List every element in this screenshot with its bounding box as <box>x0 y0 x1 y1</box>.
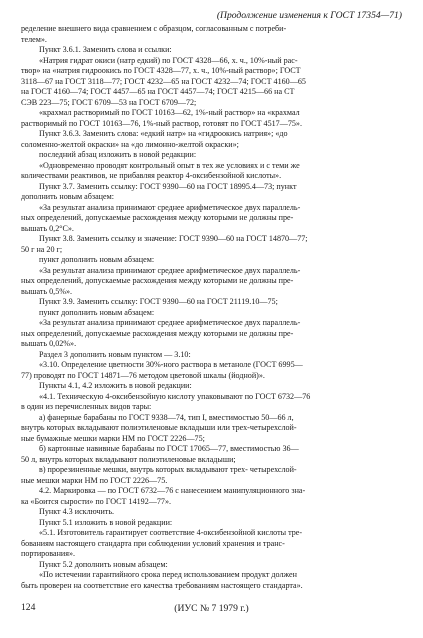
text-line: ределение внешнего вида сравнением с образцом, согласованным с потреби- <box>21 24 287 33</box>
text-line: «5.1. Изготовитель гарантирует соответствие 4-оксибензойной кислоты тре- <box>39 528 303 537</box>
text-line: ка «Боится сырости» по ГОСТ 14192—77». <box>21 496 172 506</box>
text-line: вышать 0,2°C». <box>21 223 74 233</box>
text-line: телем». <box>21 34 47 44</box>
text-line: Пункт 4.3 исключить. <box>39 507 115 516</box>
text-line: растворимый по ГОСТ 10163—76, 1%-ный раствор, готовят по ГОСТ 4517—75». <box>21 118 302 128</box>
text-line: дополнить новым абзацем: <box>21 192 114 201</box>
text-line: вышать 0,5%». <box>21 286 73 296</box>
page-number: 124 <box>21 602 36 613</box>
text-line: бованиям настоящего стандарта при соблюдении условий хранения и транс- <box>21 538 285 548</box>
text-line: соломенно-желтой окраски» на «до лимонно-желтой окраски»; <box>21 139 239 149</box>
text-line: Пункт 3.8. Заменить ссылку и значение: ГОСТ 9390—60 на ГОСТ 14870—77; <box>39 234 308 243</box>
text-line: портирования». <box>21 549 76 558</box>
text-line: последний абзац изложить в новой редакции: <box>39 150 197 159</box>
text-line: Пункт 3.6.3. Заменить слова: «едкий натр» на «гидроокись натрия»; «до <box>39 129 288 138</box>
text-line: Пункт 5.1 изложить в новой редакции: <box>39 517 173 527</box>
text-line: Пункт 3.6.1. Заменить слова и ссылки: <box>39 45 172 54</box>
text-line: «4.1. Техническую 4-оксибензойную кислоту упаковывают по ГОСТ 6732—76 <box>39 391 311 401</box>
text-line: Пункт 5.2 дополнить новым абзацем: <box>39 559 168 569</box>
text-line: в один из перечисленных видов тары: <box>21 402 152 411</box>
text-line: «За результат анализа принимают среднее арифметическое двух параллель- <box>39 318 301 327</box>
text-line: ные бумажные мешки марки НМ по ГОСТ 2226—75; <box>21 433 205 443</box>
text-line: 3118—67 на ГОСТ 3118—77; ГОСТ 4232—65 на ГОСТ 4232—74; ГОСТ 4160—65 <box>21 76 306 86</box>
text-line: вышать 0,02%». <box>21 339 77 348</box>
text-line: «За результат анализа принимают среднее арифметическое двух параллель- <box>39 202 301 212</box>
text-line: б) картонные навивные барабаны по ГОСТ 17065—77, вместимостью 36— <box>39 444 299 453</box>
text-line: внутрь которых вкладывают полиэтиленовые вкладыши или трех-четырехслой- <box>21 423 297 432</box>
publication-reference: (ИУС № 7 1979 г.) <box>174 603 249 614</box>
text-line: «За результат анализа принимают среднее арифметическое двух параллель- <box>39 265 301 275</box>
text-line: Пункт 3.9. Заменить ссылку: ГОСТ 9390—60 на ГОСТ 21119.10—75; <box>39 297 278 306</box>
text-line: в) прорезиненные мешки, внутрь которых вкладывают трех- четырехслой- <box>39 465 297 474</box>
text-line: ных определений, допускаемые расхождения между которыми не должны пре- <box>21 328 294 338</box>
text-line: на ГОСТ 4160—74; ГОСТ 4457—65 на ГОСТ 4457—74; ГОСТ 4215—66 на СТ <box>21 87 295 96</box>
document-body <box>21 24 402 591</box>
text-line: Раздел 3 дополнить новым пунктом — 3.10: <box>39 349 191 359</box>
text-line: 4.2. Маркировка — по ГОСТ 6732—76 с нанесением манипуляционного зна- <box>39 486 306 495</box>
text-line: Пункты 4.1, 4.2 изложить в новой редакции: <box>39 381 192 390</box>
text-line: количествами реактивов, не прибавляя реактор 4-оксибензойной кислоты». <box>21 171 282 180</box>
text-line: «Одновременно проводят контрольный опыт в тех же условиях и с теми же <box>39 160 300 170</box>
text-line: «Натрия гидрат окиси (натр едкий) по ГОСТ 4328—66, х. ч., 10%-ный рас- <box>39 55 298 65</box>
text-line: «По истечении гарантийного срока перед использованием продукт должен <box>39 570 297 579</box>
text-line: 77) проводят по ГОСТ 14871—76 методом цветовой шкалы (йодной)». <box>21 370 265 380</box>
text-line: 50 г на 20 г; <box>21 244 63 254</box>
text-line: ных определений, допускаемые расхождения между которыми не должны пре- <box>21 213 294 222</box>
text-line: СЭВ 223—75; ГОСТ 6709—53 на ГОСТ 6709—72; <box>21 97 197 107</box>
text-line: быть проверен на соответствие его качества требованиям настоящего стандарта». <box>21 580 303 590</box>
text-line: «3.10. Определение цветности 30%-ного раствора в метаноле (ГОСТ 6995— <box>39 360 303 369</box>
text-line: Пункт 3.7. Заменить ссылку: ГОСТ 9390—60 на ГОСТ 18995.4—73; пункт <box>39 181 297 191</box>
text-line: «крахмал растворимый по ГОСТ 10163—62, 1%-ный раствор» на «крахмал <box>39 108 300 117</box>
text-line: твор» на «натрия гидроокись по ГОСТ 4328—77, х. ч., 10%-ный раствор»; ГОСТ <box>21 66 301 75</box>
text-line: ные мешки марки НМ по ГОСТ 2226—75. <box>21 475 168 485</box>
text-line: а) фанерные барабаны по ГОСТ 9338—74, тип I, вместимостью 50—66 л, <box>39 412 294 422</box>
text-line: ных определений, допускаемые расхождения между которыми не должны пре- <box>21 276 294 285</box>
text-line: пункт дополнить новым абзацем: <box>39 307 155 317</box>
text-line: 50 л, внутрь которых вкладывают полиэтиленовые вкладыши; <box>21 454 236 464</box>
text-line: пункт дополнить новым абзацем: <box>39 255 155 264</box>
running-header: (Продолжение изменения к ГОСТ 17354—71) <box>216 10 402 21</box>
